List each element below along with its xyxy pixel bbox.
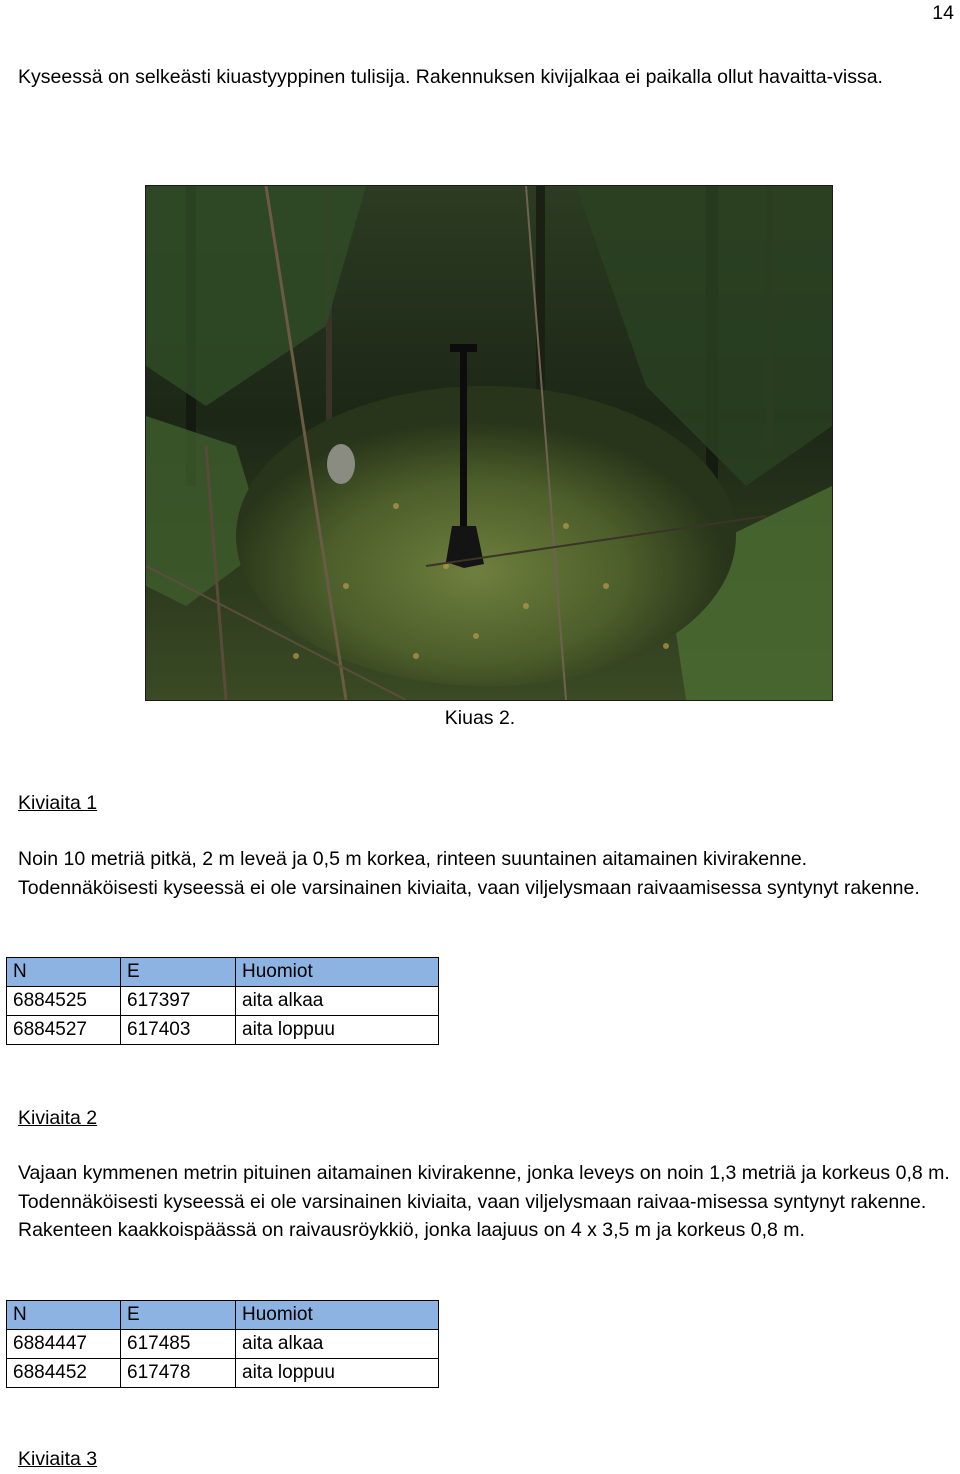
intro-paragraph: Kyseessä on selkeästi kiuastyyppinen tulisija. Rakennuksen kivijalkaa ei paikalla ollut havaitta-vissa. xyxy=(18,66,883,88)
cell-e: 617397 xyxy=(121,987,236,1016)
cell-n: 6884525 xyxy=(7,987,121,1016)
cell-huomiot: aita alkaa xyxy=(236,1330,439,1359)
section-heading-kiviaita-2: Kiviaita 2 xyxy=(18,1107,98,1129)
column-header-n: N xyxy=(7,958,121,987)
page-number: 14 xyxy=(932,2,954,24)
cell-n: 6884452 xyxy=(7,1359,121,1388)
coordinates-table-kiviaita-1 xyxy=(6,957,439,1045)
table-row xyxy=(7,1016,439,1045)
cell-e: 617403 xyxy=(121,1016,236,1045)
cell-n: 6884447 xyxy=(7,1330,121,1359)
column-header-e: E xyxy=(121,958,236,987)
column-header-huomiot: Huomiot xyxy=(236,958,439,987)
section-text-kiviaita-2: Vajaan kymmenen metrin pituinen aitamainen kivirakenne, jonka leveys on noin 1,3 metriä ja korkeus 0,8 m. Todennäköisesti kyseessä ei ole varsinainen kiviaita, vaan viljelysmaan raivaa-misessa syntynyt rakenne. Rakenteen kaakkoispäässä on raivausröykkiö, jonka laajuus on 4 x 3,5 m ja korkeus 0,8 m. xyxy=(18,1162,950,1241)
cell-e: 617485 xyxy=(121,1330,236,1359)
table-header-row xyxy=(7,1301,439,1330)
section-text-kiviaita-1: Noin 10 metriä pitkä, 2 m leveä ja 0,5 m korkea, rinteen suuntainen aitamainen kivirakenne. Todennäköisesti kyseessä ei ole varsinainen kiviaita, vaan viljelysmaan raivaamisessa syntynyt rakenne. xyxy=(18,848,920,899)
column-header-e: E xyxy=(121,1301,236,1330)
column-header-n: N xyxy=(7,1301,121,1330)
cell-huomiot: aita alkaa xyxy=(236,987,439,1016)
sauna-stove-photo xyxy=(145,185,833,701)
cell-e: 617478 xyxy=(121,1359,236,1388)
cell-huomiot: aita loppuu xyxy=(236,1359,439,1388)
column-header-huomiot: Huomiot xyxy=(236,1301,439,1330)
section-heading-kiviaita-1: Kiviaita 1 xyxy=(18,792,98,814)
cell-huomiot: aita loppuu xyxy=(236,1016,439,1045)
coordinates-table-kiviaita-2 xyxy=(6,1300,439,1388)
table-row xyxy=(7,987,439,1016)
cell-n: 6884527 xyxy=(7,1016,121,1045)
section-heading-kiviaita-3: Kiviaita 3 xyxy=(18,1448,98,1470)
table-row xyxy=(7,1330,439,1359)
photo-caption: Kiuas 2. xyxy=(444,707,516,729)
table-row xyxy=(7,1359,439,1388)
table-header-row xyxy=(7,958,439,987)
